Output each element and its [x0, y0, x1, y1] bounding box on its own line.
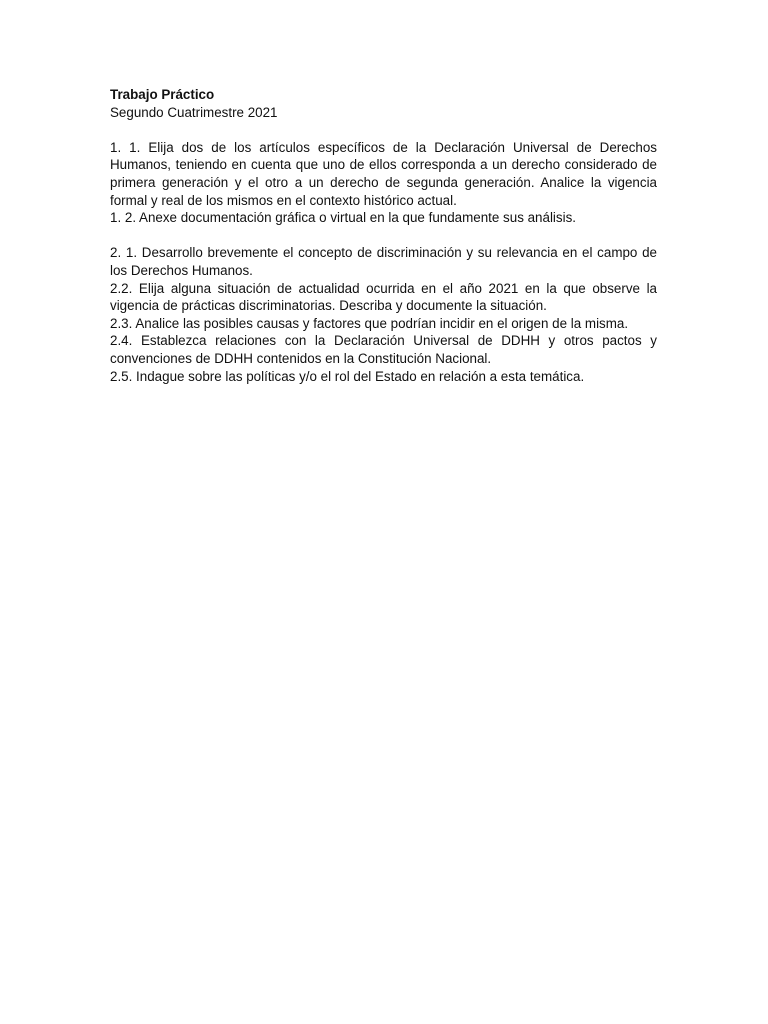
item-1-1: 1. 1. Elija dos de los artículos específicos de la Declaración Universal de Derechos Humanos, teniendo en cuenta que uno de ellos corresponda a un derecho considerado de primera generación y el otro a un derecho de segunda generación. Analice la vigencia formal y real de los mismos en el contexto histórico actual.: [110, 139, 657, 208]
item-2-5: 2.5. Indague sobre las políticas y/o el rol del Estado en relación a esta temática.: [110, 368, 585, 384]
document-title: Trabajo Práctico: [110, 87, 215, 102]
spacer: [110, 227, 657, 245]
item-1-2: 1. 2. Anexe documentación gráfica o virtual en la que fundamente sus análisis.: [110, 210, 576, 226]
item-2-1: 2. 1. Desarrollo brevemente el concepto de discriminación y su relevancia en el campo de los Derechos Humanos.: [110, 245, 657, 278]
section-1: [110, 139, 657, 227]
item-2-4: 2.4. Establezca relaciones con la Declaración Universal de DDHH y otros pactos y convenciones de DDHH contenidos en la Constitución Nacional.: [110, 333, 657, 366]
section-2: [110, 244, 657, 385]
item-2-3: 2.3. Analice las posibles causas y factores que podrían incidir en el origen de la misma.: [110, 315, 629, 331]
document-page: [110, 86, 657, 385]
spacer: [110, 121, 657, 139]
item-2-2: 2.2. Elija alguna situación de actualidad ocurrida en el año 2021 en la que observe la vigencia de prácticas discriminatorias. Describa y documente la situación.: [110, 280, 657, 314]
document-subtitle: Segundo Cuatrimestre 2021: [110, 104, 278, 120]
